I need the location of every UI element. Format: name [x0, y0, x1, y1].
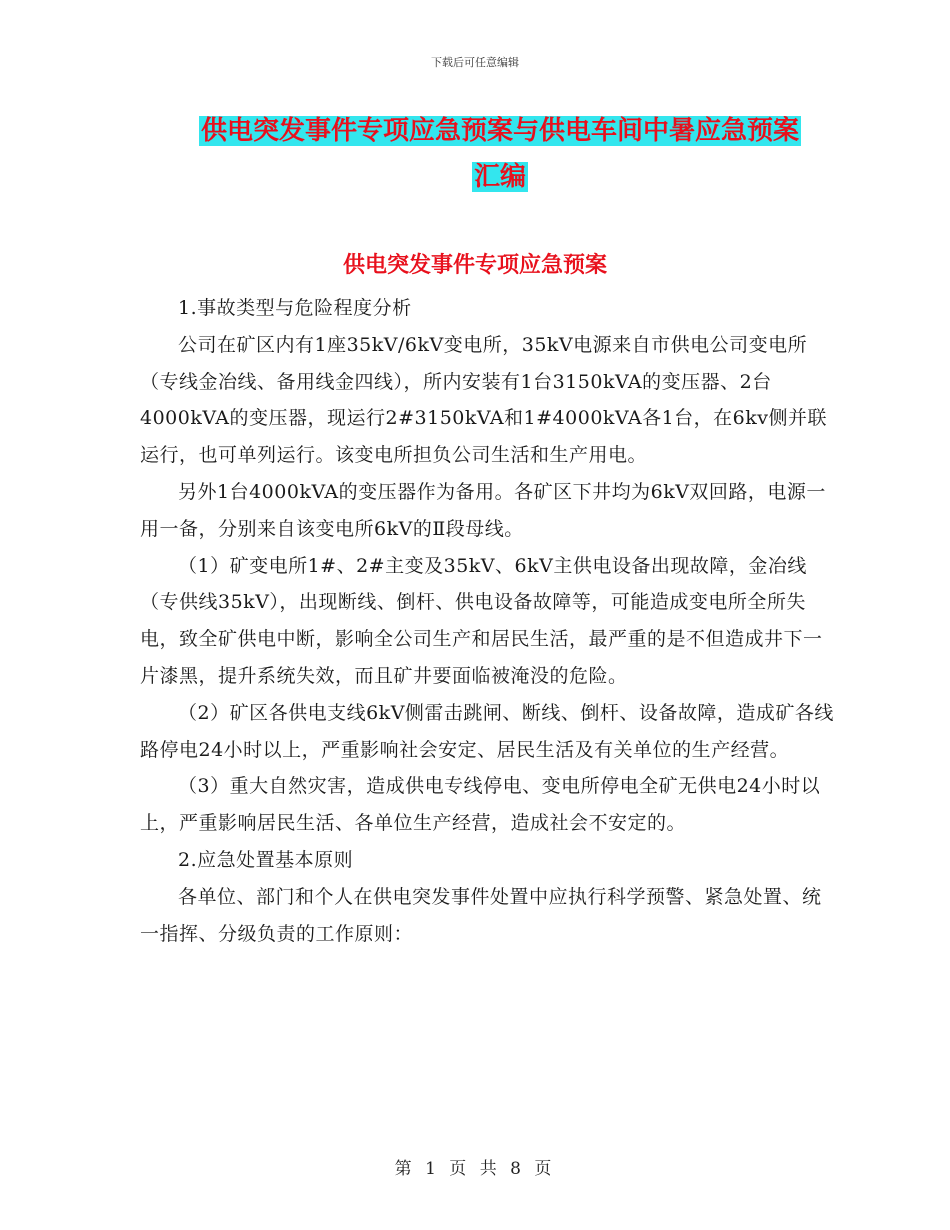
paragraph-principles: 各单位、部门和个人在供电突发事件处置中应执行科学预警、紧急处置、统一指挥、分级负责的工作原则：	[140, 885, 822, 945]
document-title-line-2: 汇编	[473, 162, 526, 192]
page-number-footer: 第 1 页 共 8 页	[394, 1159, 556, 1179]
document-body	[140, 290, 840, 952]
paragraph-risk-2: （2）矿区各供电支线6kV侧雷击跳闸、断线、倒杆、设备故障，造成矿各线路停电24小时以上，严重影响社会安定、居民生活及有关单位的生产经营。	[140, 701, 834, 761]
paragraph-risk-1: （1）矿变电所1#、2#主变及35kV、6kV主供电设备出现故障，金冶线（专供线35kV），出现断线、倒杆、供电设备故障等，可能造成变电所全所失电，致全矿供电中断，影响全公司生产和居民生活，最严重的是不但造成井下一片漆黑，提升系统失效，而且矿井要面临被淹没的危险。	[140, 554, 823, 687]
document-title-line-1: 供电突发事件专项应急预案与供电车间中暑应急预案	[200, 116, 799, 146]
paragraph-risk-3: （3）重大自然灾害，造成供电专线停电、变电所停电全矿无供电24小时以上，严重影响居民生活、各单位生产经营，造成社会不安定的。	[140, 775, 821, 835]
heading-accident-analysis: 1.事故类型与危险程度分析	[178, 297, 412, 319]
paragraph-standby-transformer: 另外1台4000kVA的变压器作为备用。各矿区下井均为6kV双回路，电源一用一备，分别来自该变电所6kV的Ⅱ段母线。	[140, 480, 826, 540]
section-title: 供电突发事件专项应急预案	[342, 253, 607, 278]
document-title	[140, 108, 860, 200]
page-header-note: 下载后可任意编辑	[431, 56, 519, 69]
paragraph-substation-overview: 公司在矿区内有1座35kV/6kV变电所，35kV电源来自市供电公司变电所（专线金冶线、备用线金四线），所内安装有1台3150kVA的变压器、2台4000kVA的变压器，现运行2#3150kVA和1#4000kVA各1台，在6kv侧并联运行，也可单列运行。该变电所担负公司生活和生产用电。	[140, 333, 827, 467]
heading-basic-principles: 2.应急处置基本原则	[178, 848, 354, 871]
